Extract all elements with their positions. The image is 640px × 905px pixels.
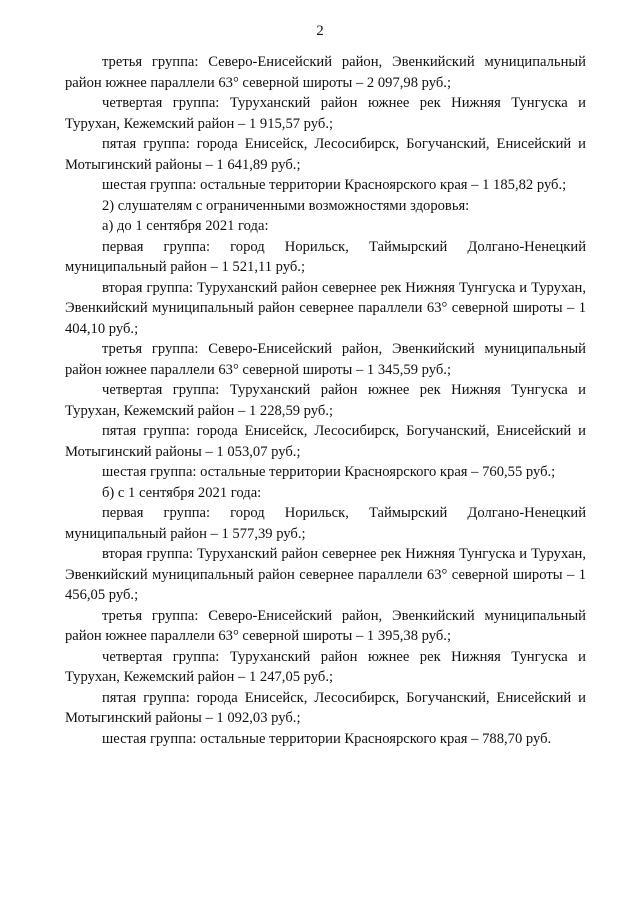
paragraph-a-group-4: четвертая группа: Туруханский район южнее рек Нижняя Тунгуска и Турухан, Кежемский район – 1 228,59 руб.; — [65, 382, 586, 419]
paragraph-group-3-base: третья группа: Северо-Енисейский район, Эвенкийский муниципальный район южнее параллели 63° северной широты – 2 097,98 руб.; — [65, 54, 586, 91]
document-body — [65, 52, 586, 749]
paragraph-section-2-heading: 2) слушателям с ограниченными возможностями здоровья: — [102, 197, 470, 214]
paragraph-a-group-2: вторая группа: Туруханский район севернее рек Нижняя Тунгуска и Турухан, Эвенкийский муниципальный район севернее параллели 63° северной широты – 1 404,10 руб.; — [65, 279, 586, 337]
paragraph-a-group-6: шестая группа: остальные территории Красноярского края – 760,55 руб.; — [102, 464, 556, 480]
paragraph-subsection-a-heading: а) до 1 сентября 2021 года: — [102, 218, 269, 234]
paragraph-group-5-base: пятая группа: города Енисейск, Лесосибирск, Богучанский, Енисейский и Мотыгинский районы – 1 641,89 руб.; — [65, 136, 586, 173]
paragraph-b-group-2: вторая группа: Туруханский район севернее рек Нижняя Тунгуска и Турухан, Эвенкийский муниципальный район севернее параллели 63° северной широты – 1 456,05 руб.; — [65, 546, 586, 603]
paragraph-b-group-1: первая группа: город Норильск, Таймырский Долгано-Ненецкий муниципальный район – 1 577,39 руб.; — [65, 505, 586, 542]
paragraph-b-group-5: пятая группа: города Енисейск, Лесосибирск, Богучанский, Енисейский и Мотыгинский районы – 1 092,03 руб.; — [65, 689, 586, 726]
paragraph-a-group-5: пятая группа: города Енисейск, Лесосибирск, Богучанский, Енисейский и Мотыгинский районы – 1 053,07 руб.; — [65, 423, 586, 460]
paragraph-group-4-base: четвертая группа: Туруханский район южнее рек Нижняя Тунгуска и Турухан, Кежемский район – 1 915,57 руб.; — [65, 95, 586, 132]
paragraph-group-6-base: шестая группа: остальные территории Красноярского края – 1 185,82 руб.; — [102, 177, 567, 193]
paragraph-a-group-1: первая группа: город Норильск, Таймырский Долгано-Ненецкий муниципальный район – 1 521,11 руб.; — [65, 238, 586, 275]
paragraph-a-group-3: третья группа: Северо-Енисейский район, Эвенкийский муниципальный район южнее параллели 63° северной широты – 1 345,59 руб.; — [65, 341, 586, 378]
paragraph-subsection-b-heading: б) с 1 сентября 2021 года: — [102, 484, 262, 501]
paragraph-b-group-6: шестая группа: остальные территории Красноярского края – 788,70 руб. — [102, 730, 552, 747]
paragraph-b-group-4: четвертая группа: Туруханский район южнее рек Нижняя Тунгуска и Турухан, Кежемский район – 1 247,05 руб.; — [65, 648, 586, 685]
page-number: 2 — [316, 23, 324, 39]
paragraph-b-group-3: третья группа: Северо-Енисейский район, Эвенкийский муниципальный район южнее параллели 63° северной широты – 1 395,38 руб.; — [65, 607, 586, 644]
